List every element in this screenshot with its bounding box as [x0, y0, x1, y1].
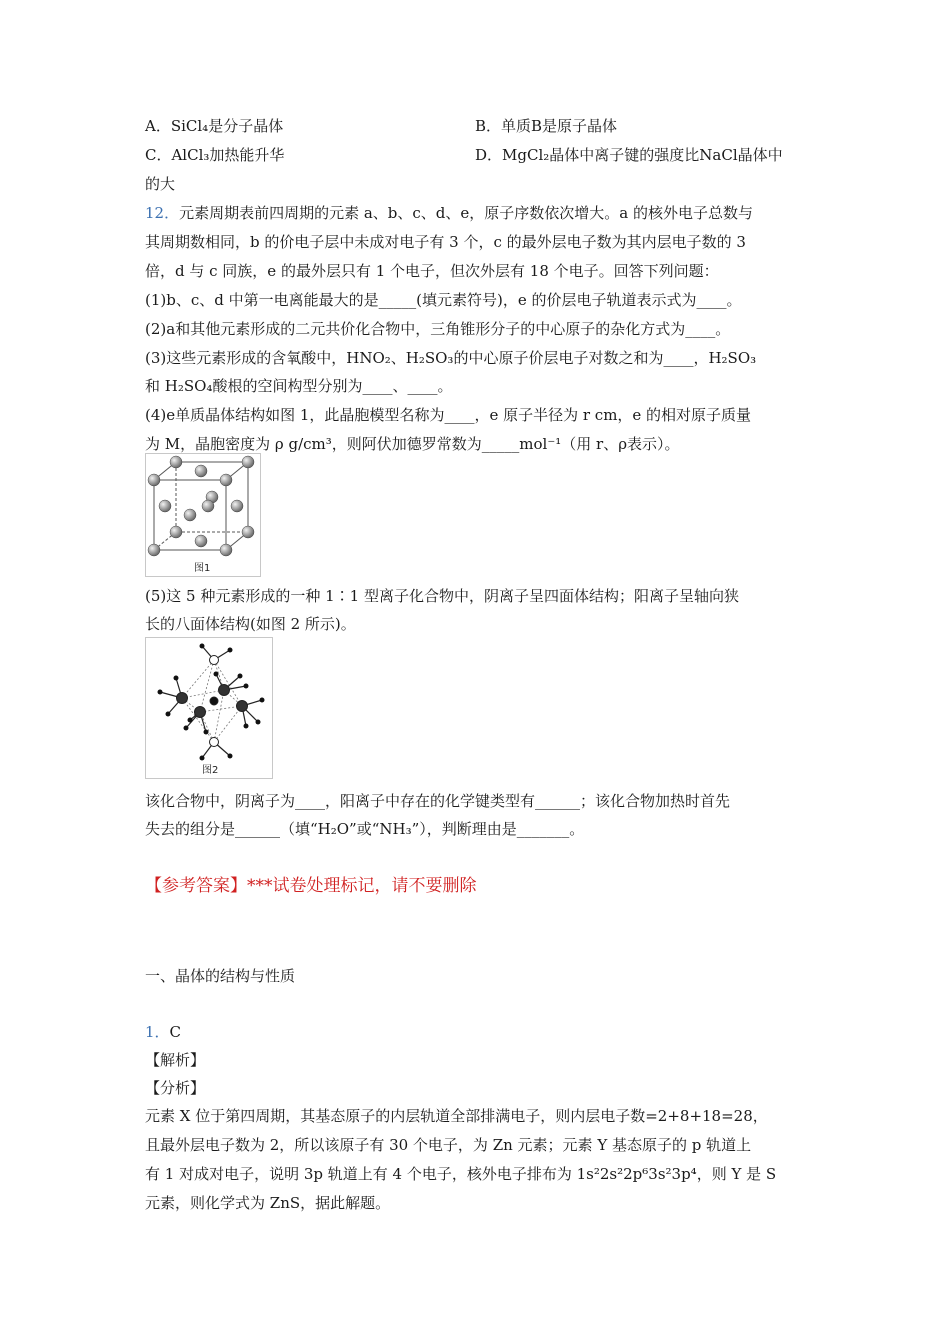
sub-question-5-line-2: 长的八面体结构(如图 2 所示)。 — [145, 615, 356, 633]
section-title: 一、晶体的结构与性质 — [145, 967, 296, 985]
sub-question-4-line-2: 为 M，晶胞密度为 ρ g/cm³，则阿伏加德罗常数为_____mol⁻¹（用 r、ρ表示）。 — [145, 435, 680, 453]
answer-1-jiexi-label: 【解析】 — [145, 1051, 206, 1069]
option-c: C．AlCl₃加热能升华 — [145, 146, 285, 164]
analysis-line-2: 且最外层电子数为 2，所以该原子有 30 个电子，为 Zn 元素；元素 Y 基态原子的 p 轨道上 — [145, 1136, 752, 1154]
answer-header: 【参考答案】***试卷处理标记，请不要删除 — [145, 876, 477, 896]
answer-1-number: 1． — [145, 1023, 170, 1041]
sub-question-5-line-1: (5)这 5 种元素形成的一种 1∶1 型离子化合物中，阴离子呈四面体结构；阳离子呈轴向狭 — [145, 587, 739, 605]
question-12-text: 元素周期表前四周期的元素 a、b、c、d、e，原子序数依次增大。a 的核外电子总数与 — [179, 204, 754, 222]
analysis-line-3: 有 1 对成对电子，说明 3p 轨道上有 4 个电子，核外电子排布为 1s²2s²2p⁶3s²3p⁴，则 Y 是 S — [145, 1165, 777, 1183]
question-12-line-2: 其周期数相同，b 的价电子层中未成对电子有 3 个，c 的最外层电子数为其内层电子数的 3 — [145, 233, 746, 251]
figure-2-octahedral-cation — [145, 637, 273, 779]
figure-1-caption: 图1 — [194, 563, 211, 574]
octahedron-diagram — [146, 638, 272, 778]
figure-2-caption: 图2 — [202, 765, 219, 776]
sub-question-6-line-2: 失去的组分是______（填“H₂O”或“NH₃”），判断理由是_______。 — [145, 820, 585, 838]
answer-1-line — [145, 1022, 181, 1042]
question-12-line-3: 倍，d 与 c 同族，e 的最外层只有 1 个电子，但次外层有 18 个电子。回答下列问题： — [145, 262, 719, 280]
option-d: D．MgCl₂晶体中离子键的强度比NaCl晶体中 — [475, 146, 783, 164]
sub-question-3-line-2: 和 H₂SO₄酸根的空间构型分别为____、____。 — [145, 377, 453, 395]
question-number: 12． — [145, 204, 180, 222]
fcc-cell-diagram — [146, 454, 260, 576]
sub-question-1: (1)b、c、d 中第一电离能最大的是_____(填元素符号)，e 的价层电子轨道表示式为____。 — [145, 291, 742, 309]
analysis-line-4: 元素，则化学式为 ZnS，据此解题。 — [145, 1194, 391, 1212]
analysis-line-1: 元素 X 位于第四周期，其基态原子的内层轨道全部排满电子，则内层电子数=2+8+18=28， — [145, 1107, 768, 1125]
answer-1-value: C — [169, 1023, 182, 1041]
figure-1-fcc-unit-cell — [145, 453, 261, 577]
option-d-continued: 的大 — [145, 175, 176, 193]
sub-question-2: (2)a和其他元素形成的二元共价化合物中，三角锥形分子的中心原子的杂化方式为____。 — [145, 320, 731, 338]
sub-question-6-line-1: 该化合物中，阴离子为____，阳离子中存在的化学键类型有______；该化合物加热时首先 — [145, 792, 731, 810]
question-12-line-1 — [145, 203, 753, 223]
option-a: A．SiCl₄是分子晶体 — [145, 117, 284, 135]
sub-question-3-line-1: (3)这些元素形成的含氧酸中，HNO₂、H₂SO₃的中心原子价层电子对数之和为____，H₂SO₃ — [145, 349, 757, 367]
answer-1-fenxi-label: 【分析】 — [145, 1079, 206, 1097]
option-b: B．单质B是原子晶体 — [475, 117, 618, 135]
sub-question-4-line-1: (4)e单质晶体结构如图 1，此晶胞模型名称为____，e 原子半径为 r cm，e 的相对原子质量 — [145, 406, 752, 424]
